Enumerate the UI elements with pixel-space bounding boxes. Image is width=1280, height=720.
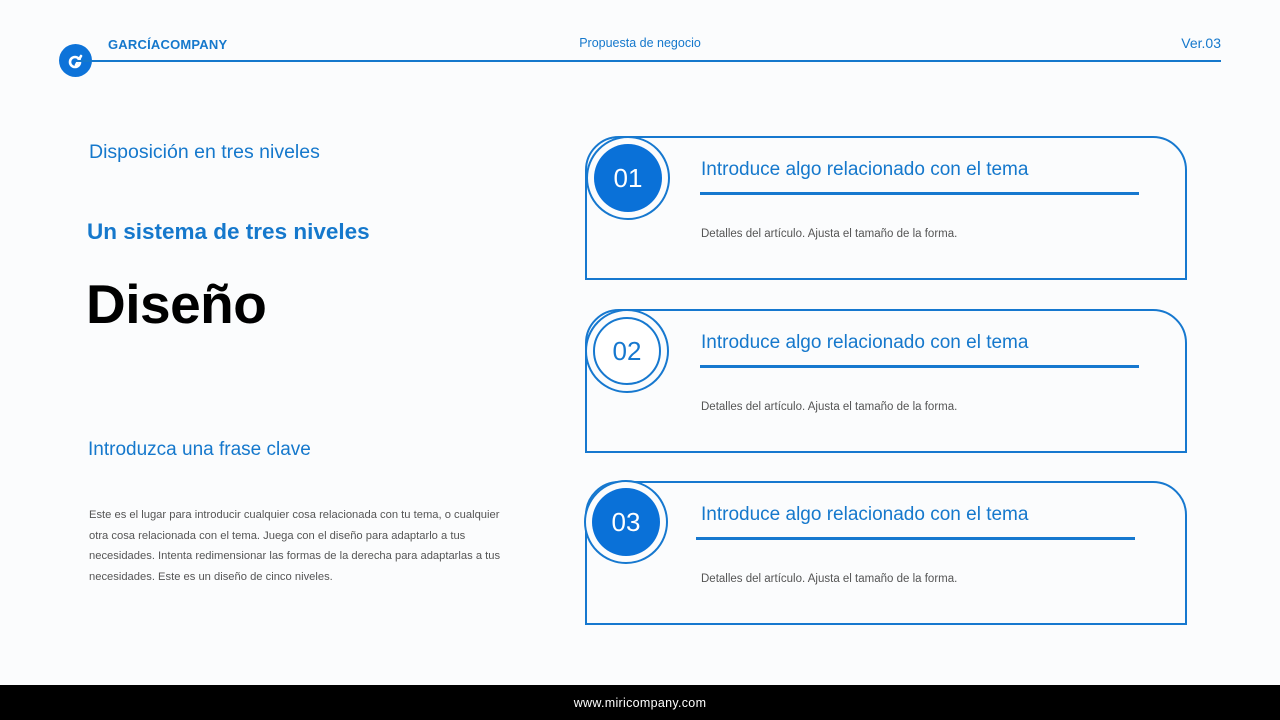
card-rule-2 <box>700 365 1139 368</box>
card-detail-2: Detalles del artículo. Ajusta el tamaño de la forma. <box>701 401 958 413</box>
version-label: Ver.03 <box>1181 35 1221 51</box>
key-phrase-title: Introduzca una frase clave <box>88 439 311 460</box>
card-title-3: Introduce algo relacionado con el tema <box>701 504 1029 525</box>
level-card-2 <box>585 309 1187 453</box>
brand-name: GARCÍACOMPANY <box>108 37 228 52</box>
card-title-2: Introduce algo relacionado con el tema <box>701 332 1029 353</box>
card-title-1: Introduce algo relacionado con el tema <box>701 159 1029 180</box>
level-number-2: 02 <box>593 317 661 385</box>
header-subtitle: Propuesta de negocio <box>579 36 701 50</box>
footer-url[interactable]: www.miricompany.com <box>573 695 707 710</box>
footer-bar <box>0 685 1280 720</box>
level-number-3: 03 <box>592 488 660 556</box>
card-detail-3: Detalles del artículo. Ajusta el tamaño de la forma. <box>701 573 958 585</box>
level-card-3 <box>585 481 1187 625</box>
level-number-1: 01 <box>594 144 662 212</box>
section-kicker: Disposición en tres niveles <box>89 141 320 163</box>
level-card-1 <box>585 136 1187 280</box>
card-rule-1 <box>700 192 1139 195</box>
header-divider <box>76 60 1221 62</box>
card-rule-3 <box>696 537 1135 540</box>
page-title: Diseño <box>86 273 267 335</box>
system-title: Un sistema de tres niveles <box>87 219 370 244</box>
card-detail-1: Detalles del artículo. Ajusta el tamaño de la forma. <box>701 228 958 240</box>
body-paragraph: Este es el lugar para introducir cualquier cosa relacionada con tu tema, o cualquier otra cosa relacionada con el tema. Juega con el diseño para adaptarlo a tus necesidades. Intenta redimensionar las formas de la derecha para adaptarlas a tus necesidades. Este es un diseño de cinco niveles. <box>89 509 501 584</box>
